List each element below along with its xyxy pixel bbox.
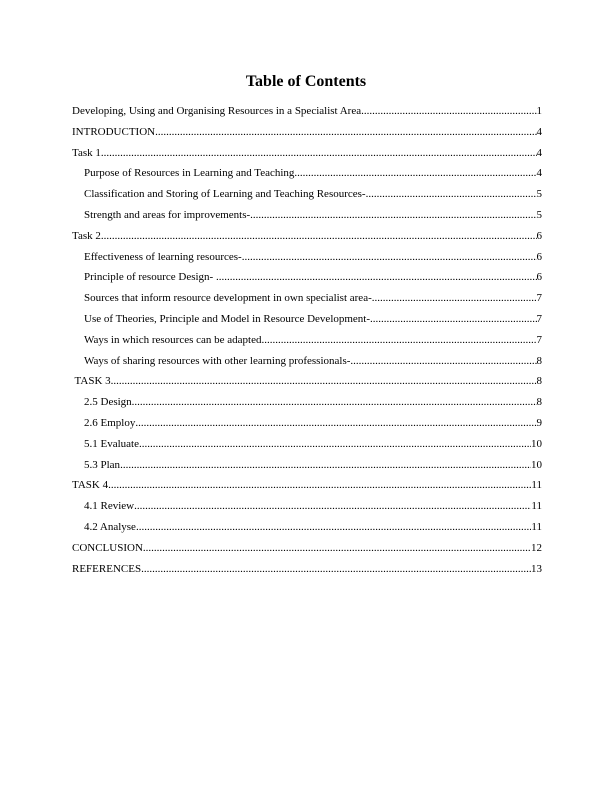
toc-entry-label: Purpose of Resources in Learning and Teaching xyxy=(84,167,295,180)
toc-entry-label: Use of Theories, Principle and Model in Resource Development- xyxy=(84,312,371,325)
toc-dot-leader xyxy=(135,416,536,430)
toc-entry-label: Ways of sharing resources with other learning professionals- xyxy=(84,354,351,367)
toc-entry-label: 2.6 Employ xyxy=(84,416,136,429)
toc-entry[interactable] xyxy=(72,437,542,458)
toc-entry-label: Classification and Storing of Learning and Teaching Resources- xyxy=(84,188,366,201)
toc-list xyxy=(72,104,542,582)
toc-page-number: 4 xyxy=(536,146,542,159)
toc-dot-leader xyxy=(108,478,531,492)
toc-page-number: 6 xyxy=(536,250,542,263)
toc-dot-leader xyxy=(120,458,531,472)
toc-entry-label: Effectiveness of learning resources- xyxy=(84,250,242,263)
toc-entry-label: 2.5 Design xyxy=(84,396,132,409)
toc-entry[interactable] xyxy=(72,416,542,437)
toc-page-number: 5 xyxy=(536,208,542,221)
toc-page-number: 8 xyxy=(536,354,542,367)
toc-entry[interactable] xyxy=(72,312,542,333)
toc-entry[interactable] xyxy=(72,270,542,291)
toc-page-number: 6 xyxy=(536,229,542,242)
toc-entry-label: REFERENCES xyxy=(72,562,142,575)
toc-dot-leader xyxy=(372,291,537,305)
toc-entry[interactable] xyxy=(72,125,542,146)
toc-page-number: 8 xyxy=(536,375,542,388)
toc-entry[interactable] xyxy=(72,146,542,167)
toc-entry-label: Ways in which resources can be adapted xyxy=(84,333,262,346)
toc-entry[interactable] xyxy=(72,104,542,125)
toc-page-number: 10 xyxy=(531,458,542,471)
toc-dot-leader xyxy=(216,270,537,284)
toc-dot-leader xyxy=(101,146,537,160)
toc-dot-leader xyxy=(111,374,537,388)
toc-dot-leader xyxy=(250,208,536,222)
toc-page-number: 7 xyxy=(536,333,542,346)
toc-entry[interactable] xyxy=(72,395,542,416)
toc-entry[interactable] xyxy=(72,499,542,520)
toc-entry-label: Strength and areas for improvements- xyxy=(84,208,251,221)
toc-entry-label: CONCLUSION xyxy=(72,541,143,554)
toc-entry-label: Sources that inform resource development in own specialist area- xyxy=(84,292,372,305)
toc-page-number: 6 xyxy=(536,271,542,284)
toc-page-number: 11 xyxy=(531,520,542,533)
toc-dot-leader xyxy=(370,312,536,326)
toc-dot-leader xyxy=(101,229,537,243)
toc-page-number: 4 xyxy=(536,167,542,180)
toc-dot-leader xyxy=(136,520,531,534)
toc-page-number: 4 xyxy=(536,125,542,138)
toc-page-number: 7 xyxy=(536,292,542,305)
toc-dot-leader xyxy=(242,250,537,264)
toc-dot-leader xyxy=(294,166,536,180)
toc-page-number: 13 xyxy=(531,562,542,575)
toc-entry[interactable] xyxy=(72,520,542,541)
toc-entry[interactable] xyxy=(72,229,542,250)
toc-entry[interactable] xyxy=(72,374,542,395)
toc-entry[interactable] xyxy=(72,478,542,499)
toc-entry-label: TASK 4 xyxy=(72,479,109,492)
toc-dot-leader xyxy=(366,187,537,201)
toc-entry-label: Task 2 xyxy=(72,229,101,242)
toc-entry-label: 5.3 Plan xyxy=(84,458,121,471)
toc-entry[interactable] xyxy=(72,458,542,479)
toc-entry-label: Principle of resource Design- xyxy=(84,271,216,284)
toc-dot-leader xyxy=(350,354,536,368)
toc-entry[interactable] xyxy=(72,333,542,354)
toc-entry-label: TASK 3 xyxy=(72,375,111,388)
toc-entry-label: Developing, Using and Organising Resources in a Specialist Area xyxy=(72,105,362,117)
toc-title: Table of Contents xyxy=(245,73,367,90)
toc-page-number: 12 xyxy=(531,541,542,554)
toc-entry-label: INTRODUCTION xyxy=(72,125,156,138)
toc-entry-label: 4.2 Analyse xyxy=(84,520,136,533)
toc-entry[interactable] xyxy=(72,166,542,187)
toc-dot-leader xyxy=(141,562,531,576)
toc-entry[interactable] xyxy=(72,187,542,208)
toc-dot-leader xyxy=(132,395,537,409)
toc-dot-leader xyxy=(262,333,537,347)
toc-dot-leader xyxy=(139,437,531,451)
toc-entry[interactable] xyxy=(72,250,542,271)
toc-page-number: 11 xyxy=(531,500,542,513)
toc-entry[interactable] xyxy=(72,562,542,583)
toc-dot-leader xyxy=(134,499,531,513)
toc-entry-label: 4.1 Review xyxy=(84,500,135,513)
toc-dot-leader xyxy=(361,104,536,118)
toc-page-number: 1 xyxy=(536,105,542,117)
toc-dot-leader xyxy=(155,125,536,139)
toc-dot-leader xyxy=(143,541,531,555)
toc-page-number: 5 xyxy=(536,188,542,201)
toc-page-number: 8 xyxy=(536,396,542,409)
toc-entry[interactable] xyxy=(72,541,542,562)
toc-entry[interactable] xyxy=(72,208,542,229)
toc-entry-label: 5.1 Evaluate xyxy=(84,437,139,450)
toc-entry[interactable] xyxy=(72,354,542,375)
toc-entry[interactable] xyxy=(72,291,542,312)
toc-entry-label: Task 1 xyxy=(72,146,101,159)
toc-page-number: 9 xyxy=(536,416,542,429)
toc-page-number: 7 xyxy=(536,312,542,325)
toc-page-number: 10 xyxy=(531,437,542,450)
toc-page-number: 11 xyxy=(531,479,542,492)
